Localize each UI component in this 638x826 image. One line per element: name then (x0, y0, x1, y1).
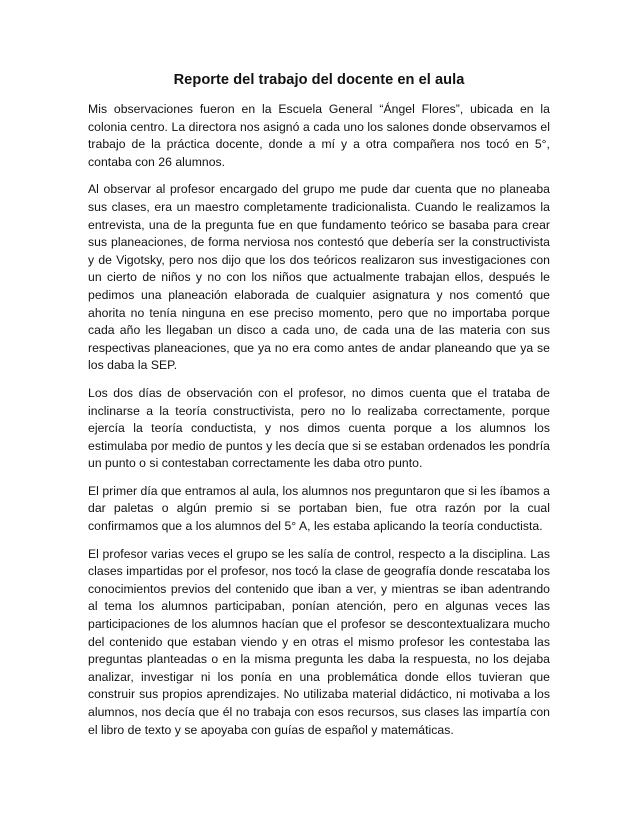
paragraph-teacher-planning: Al observar al profesor encargado del grupo me pude dar cuenta que no planeaba sus clases, era un maestro completamente tradicionalista. Cuando le realizamos la entrevista, una de la pregunta fue en que fundamento teórico se basaba para crear sus planeaciones, de forma nerviosa nos contestó que debería ser la constructivista y de Vigotsky, pero nos dijo que los dos teóricos realizaron sus investigaciones con un cierto de niños y no con los niños que actualmente trabajan ellos, después le pedimos una planeación elaborada de cualquier asignatura y nos comentó que ahorita no tenía ninguna en ese preciso momento, pero que no importaba porque cada año les llegaban un disco a cada uno, de cada una de las materia con sus respectivas planeaciones, que ya no era como antes de andar planeando que ya se los daba la SEP. (88, 182, 550, 373)
paragraph-discipline: El profesor varias veces el grupo se les salía de control, respecto a la disciplina. Las clases impartidas por el profesor, nos tocó la clase de geografía donde rescataba los conocimientos previos del contenido que iban a ver, y mientras se iban adentrando al tema los alumnos participaban, ponían atención, pero en algunas veces las participaciones de los alumnos hacían que el profesor se descontextualizara mucho del contenido que estaban viendo y en otras el mismo profesor les contestaba las preguntas planteadas o en la misma pregunta les daba la respuesta, no los dejaba analizar, investigar ni los ponía en una problemática donde ellos tuvieran que construir sus propios aprendizajes. No utilizaba material didáctico, ni motivaba a los alumnos, nos decía que él no trabaja con esos recursos, sus clases las impartía con el libro de texto y se apoyaba con guías de español y matemáticas. (88, 546, 550, 737)
paragraph-intro: Mis observaciones fueron en la Escuela General “Ángel Flores”, ubicada en la colonia centro. La directora nos asignó a cada uno los salones donde observamos el trabajo de la práctica docente, donde a mí y a otra compañera nos tocó en 5°, contaba con 26 alumnos. (88, 102, 550, 169)
paragraph-first-day: El primer día que entramos al aula, los alumnos nos preguntaron que si les íbamos a dar paletas o algún premio si se portaban bien, fue otra razón por la cual confirmamos que a los alumnos del 5° A, les estaba aplicando la teoría conductista. (88, 483, 550, 534)
document-body (88, 101, 550, 749)
document-title: Reporte del trabajo del docente en el aula (173, 72, 465, 88)
paragraph-observation-days: Los dos días de observación con el profesor, no dimos cuenta que el trataba de inclinarse a la teoría constructivista, pero no lo realizaba correctamente, porque ejercía la teoría conductista, y nos dimos cuenta porque a los alumnos los estimulaba por medio de puntos y les decía que si se estaban ordenados les pondría un punto o si contestaban correctamente les daba otro punto. (88, 385, 550, 471)
